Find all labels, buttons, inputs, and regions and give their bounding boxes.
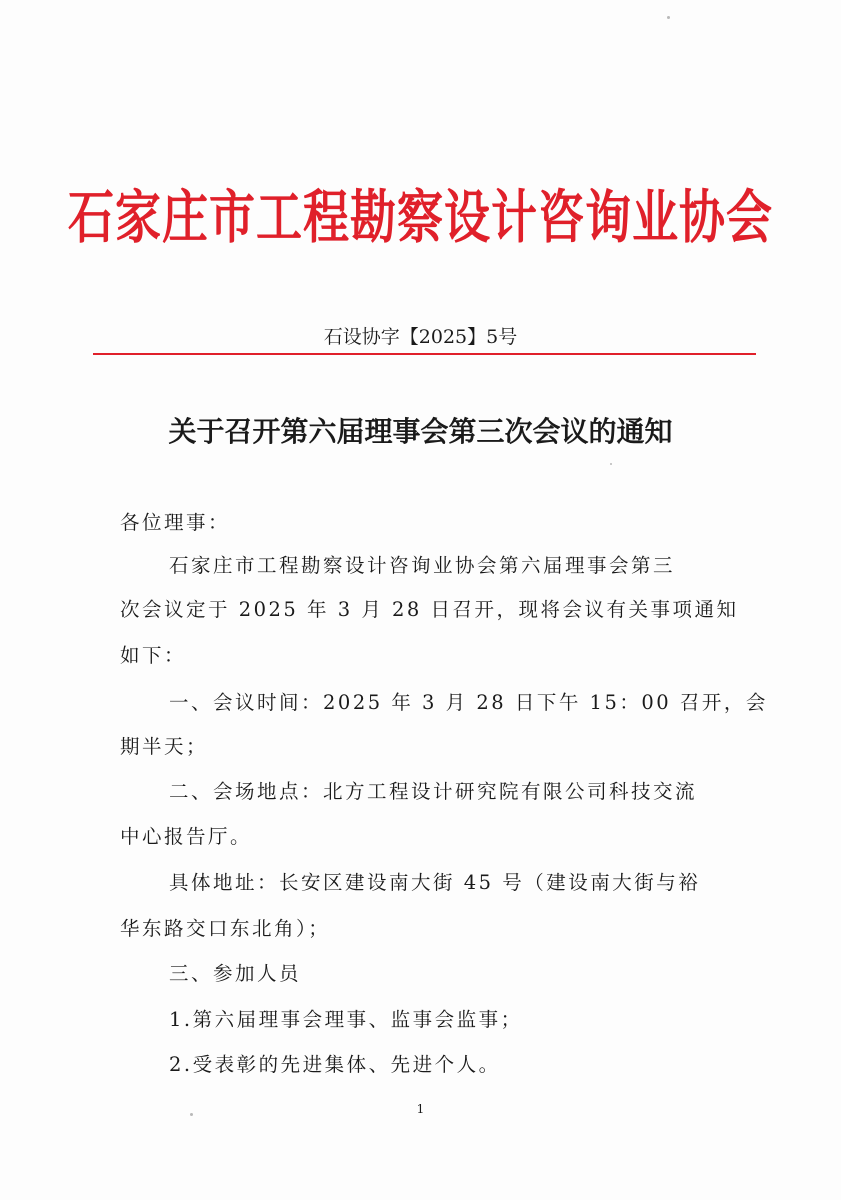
- intro-paragraph-line-3: 如下：: [120, 644, 187, 667]
- item-1-line-1: 一、会议时间：2025 年 3 月 28 日下午 15：00 召开，会: [169, 691, 768, 714]
- item-2-line-2: 中心报告厅。: [120, 825, 253, 848]
- address-line-1: 具体地址：长安区建设南大街 45 号（建设南大街与裕: [169, 871, 701, 894]
- item-1-line-2: 期半天；: [120, 735, 209, 758]
- red-divider-line: [93, 353, 756, 355]
- item-2-line-1: 二、会场地点：北方工程设计研究院有限公司科技交流: [169, 780, 698, 803]
- page-number: 1: [416, 1102, 425, 1116]
- address-line-2: 华东路交口东北角）；: [120, 917, 331, 940]
- notice-title: 关于召开第六届理事会第三次会议的通知: [168, 415, 673, 448]
- scan-speck: [190, 1113, 193, 1116]
- item-3-sub-1: 1.第六届理事会理事、监事会监事；: [169, 1008, 523, 1031]
- scan-speck: [667, 16, 670, 19]
- document-number: 石设协字【2025】5号: [323, 326, 518, 348]
- salutation: 各位理事：: [120, 511, 231, 534]
- organization-header: 石家庄市工程勘察设计咨询业协会: [68, 183, 773, 251]
- scan-speck: [610, 463, 612, 465]
- intro-paragraph-line-2: 次会议定于 2025 年 3 月 28 日召开，现将会议有关事项通知: [120, 598, 739, 621]
- intro-paragraph-line-1: 石家庄市工程勘察设计咨询业协会第六届理事会第三: [169, 554, 676, 577]
- item-3-sub-2: 2.受表彰的先进集体、先进个人。: [169, 1053, 501, 1076]
- item-3-heading: 三、参加人员: [169, 962, 302, 985]
